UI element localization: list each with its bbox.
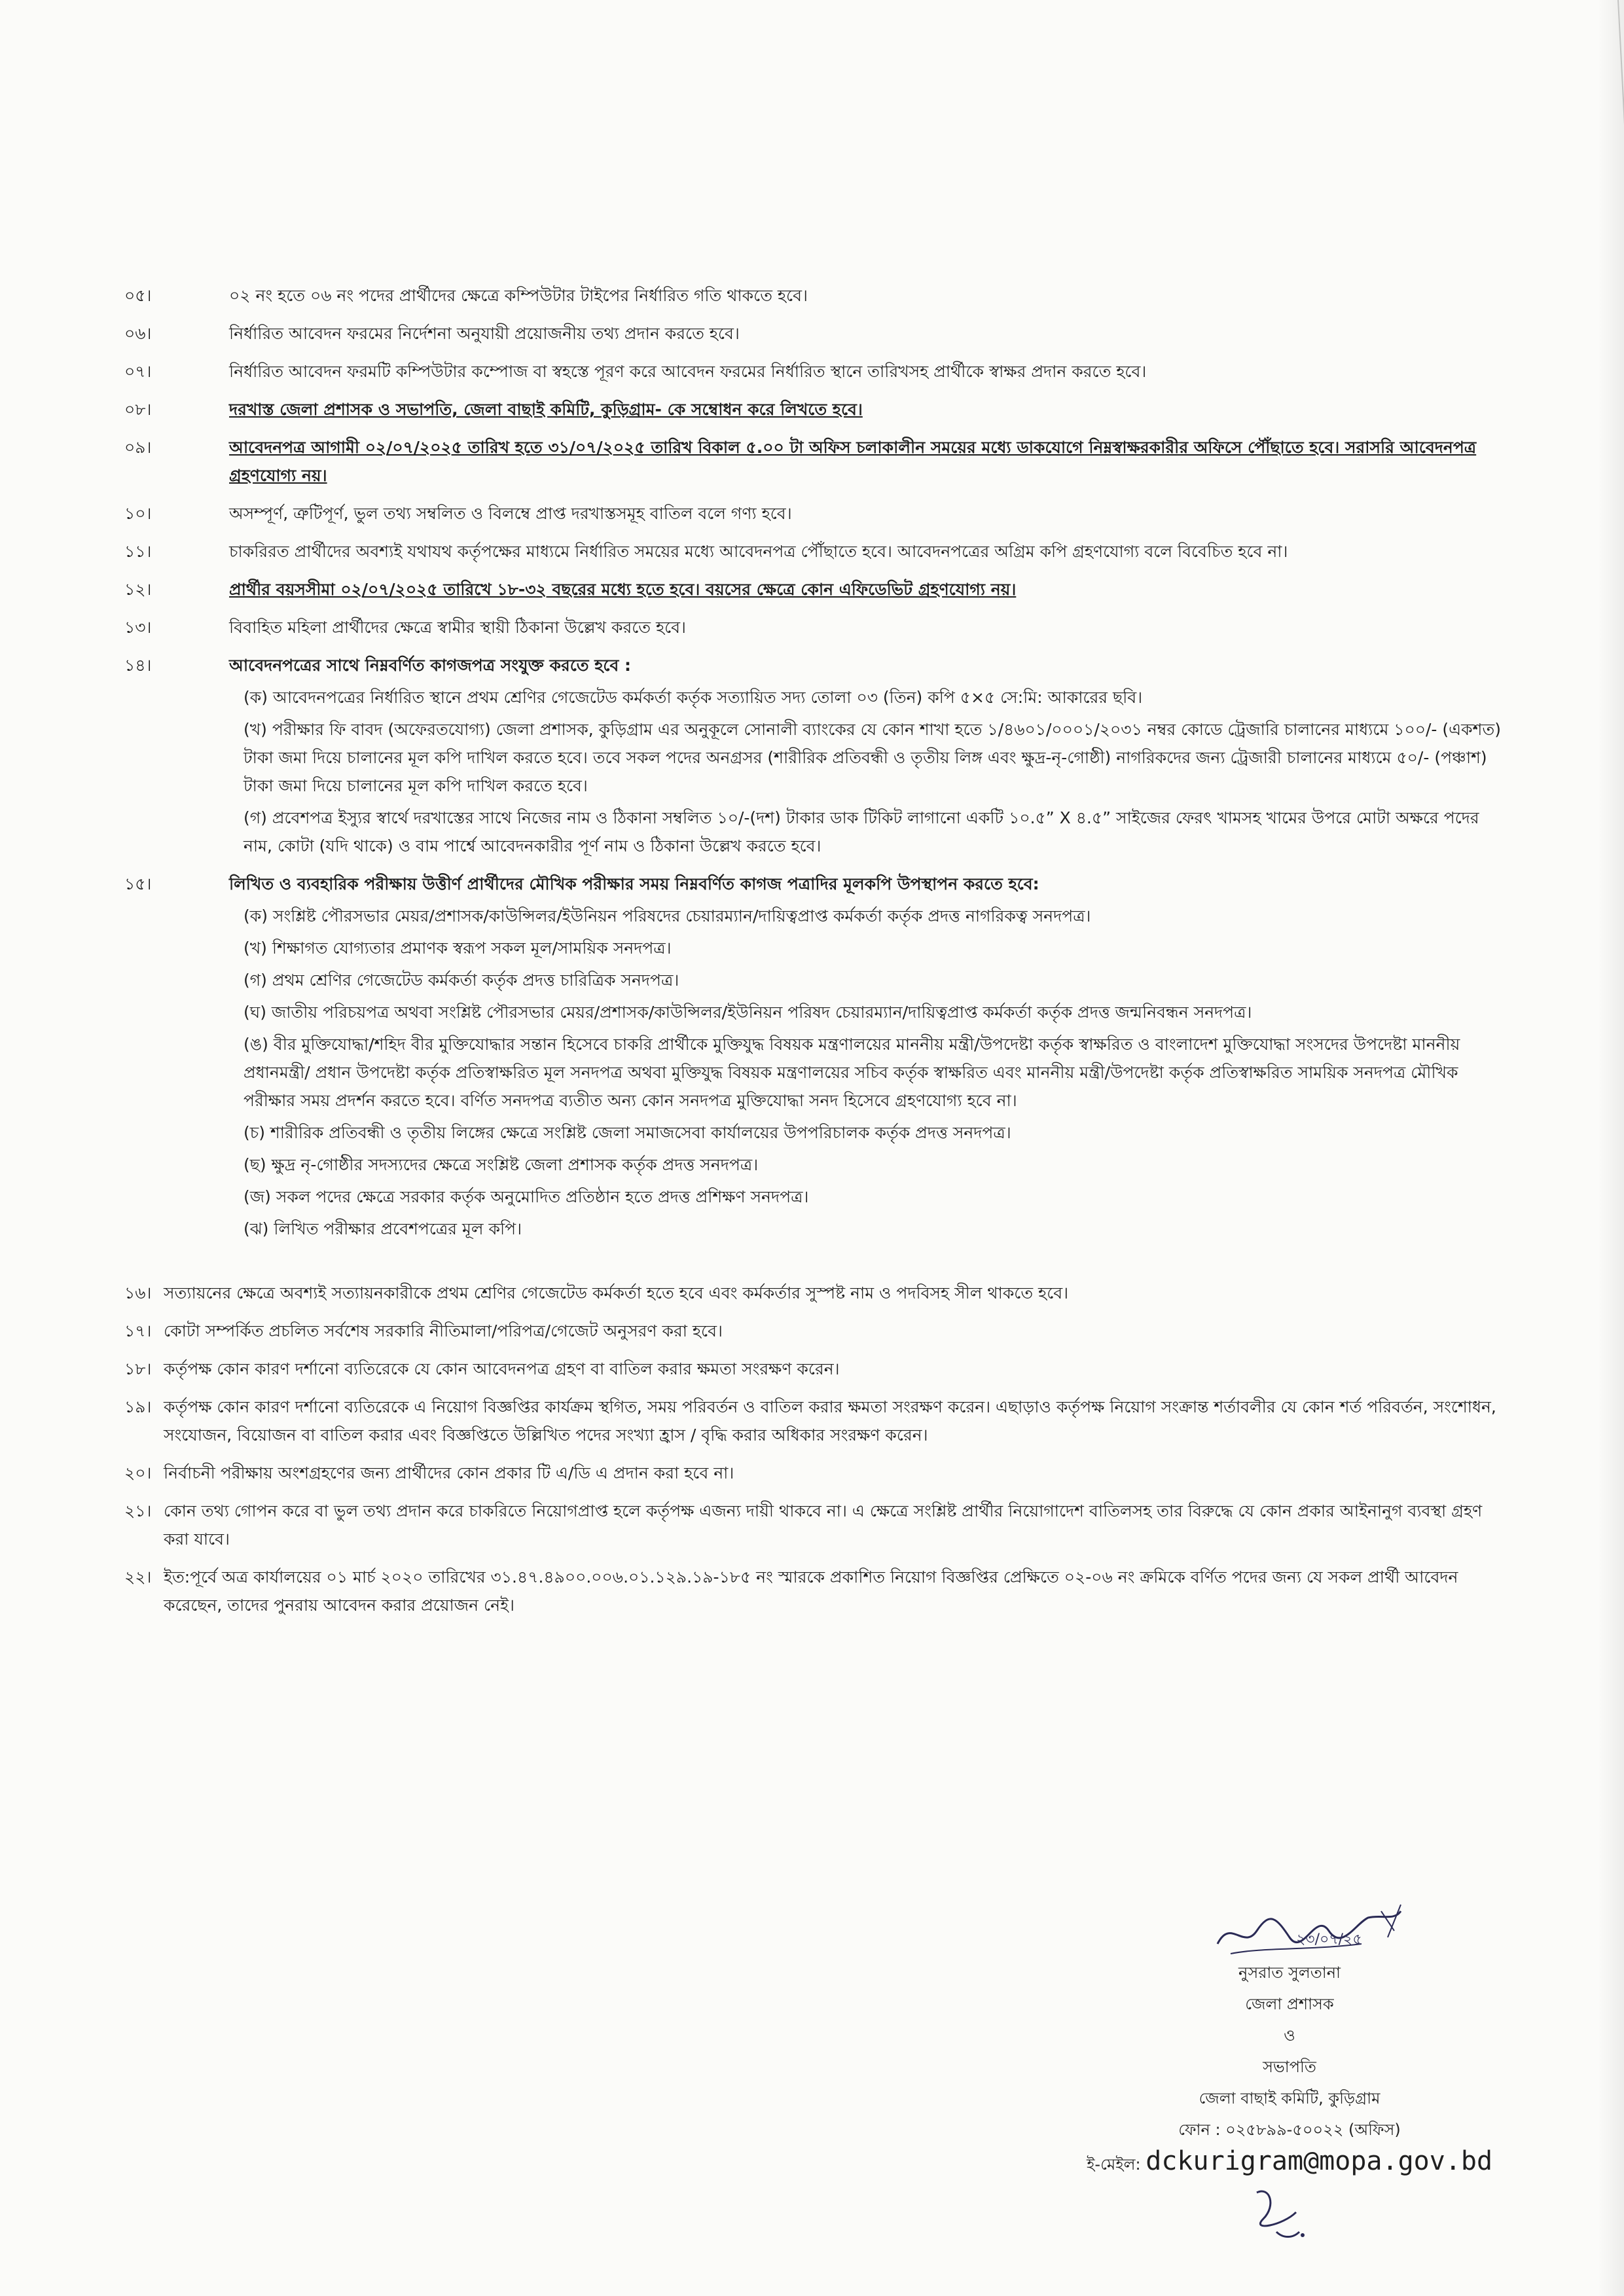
condition-06 bbox=[124, 319, 1512, 348]
condition-10 bbox=[124, 499, 1512, 528]
condition-number: ২০। bbox=[124, 1463, 152, 1482]
condition-number: ১২। bbox=[124, 580, 152, 599]
condition-08 bbox=[124, 395, 1512, 423]
condition-number: ১৭। bbox=[124, 1321, 152, 1340]
condition-number: ১০। bbox=[124, 504, 152, 523]
condition-number: ১৪। bbox=[124, 656, 152, 675]
condition-number: ০৭। bbox=[124, 362, 152, 381]
condition-text: কোটা সম্পর্কিত প্রচলিত সর্বশেষ সরকারি নীতিমালা/পরিপত্র/গেজেট অনুসরণ করা হবে। bbox=[164, 1321, 723, 1340]
condition-text: দরখাস্ত জেলা প্রশাসক ও সভাপতি, জেলা বাছাই কমিটি, কুড়িগ্রাম- কে সম্বোধন করে লিখতে হবে। bbox=[229, 400, 863, 419]
condition-number: ০৯। bbox=[124, 438, 152, 457]
condition-21 bbox=[124, 1497, 1512, 1553]
email-address: dckurigram@mopa.gov.bd bbox=[1146, 2146, 1493, 2176]
condition-text: ইত:পূর্বে অত্র কার্যালয়ের ০১ মার্চ ২০২০ তারিখের ৩১.৪৭.৪৯০০.০০৬.০১.১২৯.১৯-১৮৫ নং স্মারকে প্রকাশিত নিয়োগ বিজ্ঞপ্তির প্রেক্ষিতে ০২-০৬ নং ক্রমিকে বর্ণিত পদের জন্য যে সকল প্রার্থী আবেদন করেছেন, তাদের পুনরায় আবেদন করার প্রয়োজন নেই। bbox=[164, 1568, 1458, 1615]
notice-conditions bbox=[124, 281, 1512, 1629]
initial-mark bbox=[1237, 2179, 1316, 2251]
condition-number: ০৮। bbox=[124, 400, 152, 419]
sub-item: (গ) প্রবেশপত্র ইস্যুর স্বার্থে দরখাস্তের সাথে নিজের নাম ও ঠিকানা সম্বলিত ১০/-(দশ) টাকার ডাক টিকিট লাগানো একটি ১০.৫” X ৪.৫” সাইজের ফেরৎ খামসহ খামের উপরে মোটা অক্ষরে পদের নাম, কোটা (যদি থাকে) ও বাম পার্শ্বে আবেদনকারীর পূর্ণ নাম ও ঠিকানা উল্লেখ করতে হবে। bbox=[244, 808, 1479, 855]
conjunction: ও bbox=[1284, 2026, 1295, 2045]
condition-text: আবেদনপত্রের সাথে নিম্নবর্ণিত কাগজপত্র সংযুক্ত করতে হবে : bbox=[229, 656, 631, 675]
sub-item: (ছ) ক্ষুদ্র নৃ-গোষ্ঠীর সদস্যদের ক্ষেত্রে সংশ্লিষ্ট জেলা প্রশাসক কর্তৃক প্রদত্ত সনদপত্র। bbox=[244, 1155, 759, 1174]
condition-number: ০৬। bbox=[124, 324, 152, 343]
condition-07 bbox=[124, 357, 1512, 386]
condition-number: ২২। bbox=[124, 1568, 152, 1587]
condition-14 bbox=[124, 651, 1512, 860]
sub-item: (ক) সংশ্লিষ্ট পৌরসভার মেয়র/প্রশাসক/কাউন্সিলর/ইউনিয়ন পরিষদের চেয়ারম্যান/দায়িত্বপ্রাপ্ত কর্মকর্তা কর্তৃক প্রদত্ত নাগরিকত্ব সনদপত্র। bbox=[244, 906, 1091, 925]
sub-item: (খ) শিক্ষাগত যোগ্যতার প্রমাণক স্বরূপ সকল মূল/সাময়িক সনদপত্র। bbox=[244, 939, 672, 958]
condition-16 bbox=[124, 1279, 1512, 1307]
sub-item: (জ) সকল পদের ক্ষেত্রে সরকার কর্তৃক অনুমোদিত প্রতিষ্ঠান হতে প্রদত্ত প্রশিক্ষণ সনদপত্র। bbox=[244, 1187, 809, 1206]
condition-text: কোন তথ্য গোপন করে বা ভুল তথ্য প্রদান করে চাকরিতে নিয়োগপ্রাপ্ত হলে কর্তৃপক্ষ এজন্য দায়ী থাকবে না। এ ক্ষেত্রে সংশ্লিষ্ট প্রার্থীর নিয়োগাদেশ বাতিলসহ তার বিরুদ্ধে যে কোন প্রকার আইনানুগ ব্যবস্থা গ্রহণ করা যাবে। bbox=[164, 1501, 1483, 1549]
condition-18 bbox=[124, 1355, 1512, 1383]
signatory-name: নুসরাত সুলতানা bbox=[1238, 1964, 1341, 1982]
sub-item: (ঙ) বীর মুক্তিযোদ্ধা/শহিদ বীর মুক্তিযোদ্ধার সন্তান হিসেবে চাকরি প্রার্থীকে মুক্তিযুদ্ধ বিষয়ক মন্ত্রণালয়ের মাননীয় মন্ত্রী/উপদেষ্টা কর্তৃক স্বাক্ষরিত ও বাংলাদেশ মুক্তিযোদ্ধা সংসদের উপদেষ্টা মাননীয় প্রধানমন্ত্রী/ প্রধান উপদেষ্টা কর্তৃক প্রতিস্বাক্ষরিত মূল সনদপত্র অথবা মুক্তিযুদ্ধ বিষয়ক মন্ত্রণালয়ের সচিব কর্তৃক স্বাক্ষরিত এবং মাননীয় মন্ত্রী/উপদেষ্টা কর্তৃক প্রতিস্বাক্ষরিত সাময়িক সনদপত্র মৌখিক পরীক্ষার সময় প্রদর্শন করতে হবে। বর্ণিত সনদপত্র ব্যতীত অন্য কোন সনদপত্র মুক্তিযোদ্ধা সনদ হিসেবে গ্রহণযোগ্য হবে না। bbox=[244, 1035, 1460, 1110]
condition-text: সত্যায়নের ক্ষেত্রে অবশ্যই সত্যায়নকারীকে প্রথম শ্রেণির গেজেটেড কর্মকর্তা হতে হবে এবং কর্মকর্তার সুস্পষ্ট নাম ও পদবিসহ সীল থাকতে হবে। bbox=[164, 1283, 1069, 1302]
sub-item: (চ) শারীরিক প্রতিবন্ধী ও তৃতীয় লিঙ্গের ক্ষেত্রে সংশ্লিষ্ট জেলা সমাজসেবা কার্যালয়ের উপপরিচালক কর্তৃক প্রদত্ত সনদপত্র। bbox=[244, 1123, 1011, 1142]
sub-item: (ঝ) লিখিত পরীক্ষার প্রবেশপত্রের মূল কপি। bbox=[244, 1219, 522, 1238]
condition-text: অসম্পূর্ণ, ত্রুটিপূর্ণ, ভুল তথ্য সম্বলিত ও বিলম্বে প্রাপ্ত দরখাস্তসমূহ বাতিল বলে গণ্য হবে। bbox=[229, 504, 792, 523]
signature-block bbox=[1060, 1931, 1519, 2180]
condition-number: ১৯। bbox=[124, 1397, 152, 1416]
signature-date: ২৩/০৭/২৫ bbox=[1296, 1931, 1362, 1948]
condition-12 bbox=[124, 575, 1512, 603]
condition-number: ১৮। bbox=[124, 1359, 152, 1378]
email-label: ই-মেইল: bbox=[1086, 2155, 1141, 2174]
condition-text: ০২ নং হতে ০৬ নং পদের প্রার্থীদের ক্ষেত্রে কম্পিউটার টাইপের নির্ধারিত গতি থাকতে হবে। bbox=[229, 286, 808, 305]
sub-item: (ক) আবেদনপত্রের নির্ধারিত স্থানে প্রথম শ্রেণির গেজেটেড কর্মকর্তা কর্তৃক সত্যায়িত সদ্য তোলা ০৩ (তিন) কপি ৫×৫ সে:মি: আকারের ছবি। bbox=[244, 688, 1143, 707]
condition-09 bbox=[124, 433, 1512, 490]
condition-number: ১৬। bbox=[124, 1283, 152, 1302]
condition-text: আবেদনপত্র আগামী ০২/০৭/২০২৫ তারিখ হতে ৩১/০৭/২০২৫ তারিখ বিকাল ৫.০০ টা অফিস চলাকালীন সময়ের মধ্যে ডাকযোগে নিম্নস্বাক্ষরকারীর অফিসে পৌঁছাতে হবে। সরাসরি আবেদনপত্র গ্রহণযোগ্য নয়। bbox=[229, 438, 1477, 485]
committee-name: জেলা বাছাই কমিটি, কুড়িগ্রাম bbox=[1199, 2089, 1380, 2108]
condition-17 bbox=[124, 1317, 1512, 1345]
condition-22 bbox=[124, 1563, 1512, 1619]
condition-number: ১৫। bbox=[124, 874, 152, 893]
condition-number: ১১। bbox=[124, 542, 152, 561]
signatory-designation: জেলা প্রশাসক bbox=[1245, 1995, 1334, 2013]
condition-19 bbox=[124, 1393, 1512, 1449]
condition-13 bbox=[124, 613, 1512, 641]
condition-11 bbox=[124, 537, 1512, 565]
email-line bbox=[1060, 2145, 1519, 2180]
sub-item: (ঘ) জাতীয় পরিচয়পত্র অথবা সংশ্লিষ্ট পৌরসভার মেয়র/প্রশাসক/কাউন্সিলর/ইউনিয়ন পরিষদ চেয়ারম্যান/দায়িত্বপ্রাপ্ত কর্মকর্তা কর্তৃক প্রদত্ত জন্মনিবন্ধন সনদপত্র। bbox=[244, 1003, 1252, 1022]
sub-item: (গ) প্রথম শ্রেণির গেজেটেড কর্মকর্তা কর্তৃক প্রদত্ত চারিত্রিক সনদপত্র। bbox=[244, 971, 679, 990]
condition-15 bbox=[124, 870, 1512, 1243]
condition-text: বিবাহিত মহিলা প্রার্থীদের ক্ষেত্রে স্বামীর স্থায়ী ঠিকানা উল্লেখ করতে হবে। bbox=[229, 618, 686, 637]
condition-text: কর্তৃপক্ষ কোন কারণ দর্শানো ব্যতিরেকে যে কোন আবেদনপত্র গ্রহণ বা বাতিল করার ক্ষমতা সংরক্ষণ করেন। bbox=[164, 1359, 840, 1378]
condition-text: নির্বাচনী পরীক্ষায় অংশগ্রহণের জন্য প্রার্থীদের কোন প্রকার টি এ/ডি এ প্রদান করা হবে না। bbox=[164, 1463, 734, 1482]
condition-text: নির্ধারিত আবেদন ফরমটি কম্পিউটার কম্পোজ বা স্বহস্তে পূরণ করে আবেদন ফরমের নির্ধারিত স্থানে তারিখসহ প্রার্থীকে স্বাক্ষর প্রদান করতে হবে। bbox=[229, 362, 1147, 381]
condition-text: লিখিত ও ব্যবহারিক পরীক্ষায় উত্তীর্ণ প্রার্থীদের মৌখিক পরীক্ষার সময় নিম্নবর্ণিত কাগজ পত্রাদির মূলকপি উপস্থাপন করতে হবে: bbox=[229, 874, 1039, 893]
condition-number: ২১। bbox=[124, 1501, 152, 1520]
condition-20 bbox=[124, 1459, 1512, 1487]
phone-number: ফোন : ০২৫৮৯৯-৫০০২২ (অফিস) bbox=[1178, 2121, 1401, 2139]
condition-text: চাকরিরত প্রার্থীদের অবশ্যই যথাযথ কর্তৃপক্ষের মাধ্যমে নির্ধারিত সময়ের মধ্যে আবেদনপত্র পৌঁছাতে হবে। আবেদনপত্রের অগ্রিম কপি গ্রহণযোগ্য বলে বিবেচিত হবে না। bbox=[229, 542, 1288, 561]
condition-text: কর্তৃপক্ষ কোন কারণ দর্শানো ব্যতিরেকে এ নিয়োগ বিজ্ঞপ্তির কার্যক্রম স্থগিত, সময় পরিবর্তন ও বাতিল করার ক্ষমতা সংরক্ষণ করেন। এছাড়াও কর্তৃপক্ষ নিয়োগ সংক্রান্ত শর্তাবলীর যে কোন শর্ত পরিবর্তন, সংশোধন, সংযোজন, বিয়োজন বা বাতিল করার এবং বিজ্ঞপ্তিতে উল্লিখিত পদের সংখ্যা হ্রাস / বৃদ্ধি করার অধিকার সংরক্ষণ করেন। bbox=[164, 1397, 1496, 1444]
signatory-role: সভাপতি bbox=[1263, 2058, 1316, 2076]
condition-number: ০৫। bbox=[124, 286, 152, 305]
condition-05 bbox=[124, 281, 1512, 310]
condition-text: প্রার্থীর বয়সসীমা ০২/০৭/২০২৫ তারিখে ১৮-৩২ বছরের মধ্যে হতে হবে। বয়সের ক্ষেত্রে কোন এফিডেভিট গ্রহণযোগ্য নয়। bbox=[229, 580, 1017, 599]
sub-item: (খ) পরীক্ষার ফি বাবদ (অফেরতযোগ্য) জেলা প্রশাসক, কুড়িগ্রাম এর অনুকূলে সোনালী ব্যাংকের যে কোন শাখা হতে ১/৪৬০১/০০০১/২০৩১ নম্বর কোডে ট্রেজারি চালানের মাধ্যমে ১০০/- (একশত) টাকা জমা দিয়ে চালানের মূল কপি দাখিল করতে হবে। তবে সকল পদের অনগ্রসর (শারীরিক প্রতিবন্ধী ও তৃতীয় লিঙ্গ এবং ক্ষুদ্র-নৃ-গোষ্ঠী) নাগরিকদের জন্য ট্রেজারী চালানের মাধ্যমে ৫০/- (পঞ্চাশ) টাকা জমা দিয়ে চালানের মূল কপি দাখিল করতে হবে। bbox=[244, 720, 1501, 795]
condition-number: ১৩। bbox=[124, 618, 152, 637]
condition-text: নির্ধারিত আবেদন ফরমের নির্দেশনা অনুযায়ী প্রয়োজনীয় তথ্য প্রদান করতে হবে। bbox=[229, 324, 740, 343]
paper-fold-shadow bbox=[1598, 0, 1624, 2296]
